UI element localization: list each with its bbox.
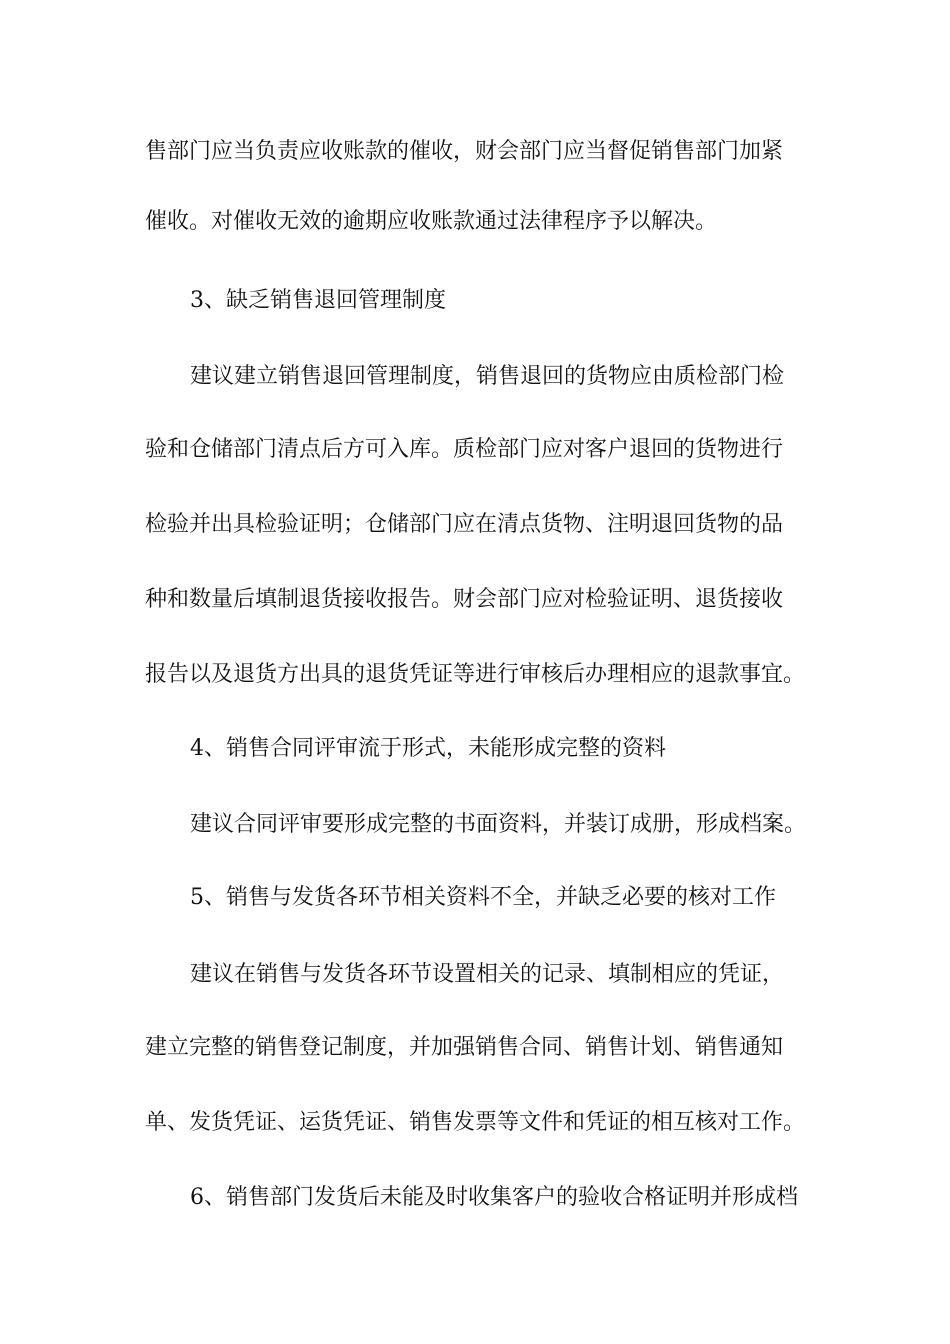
paragraph-line: 单、发货凭证、运货凭证、销售发票等文件和凭证的相互核对工作。 — [145, 1110, 806, 1135]
paragraph-line: 验和仓储部门清点后方可入库。质检部门应对客户退回的货物进行 — [145, 437, 784, 462]
paragraph-line: 建立完整的销售登记制度，并加强销售合同、销售计划、销售通知 — [145, 1035, 784, 1060]
paragraph-line: 建议在销售与发货各环节设置相关的记录、填制相应的凭证， — [190, 962, 785, 987]
paragraph-line: 建议建立销售退回管理制度，销售退回的货物应由质检部门检 — [190, 364, 785, 389]
paragraph-line: 报告以及退货方出具的退货凭证等进行审核后办理相应的退款事宜。 — [145, 662, 806, 687]
section-heading: 5、销售与发货各环节相关资料不全，并缺乏必要的核对工作 — [190, 885, 776, 910]
paragraph-line: 检验并出具检验证明；仓储部门应在清点货物、注明退回货物的品 — [145, 512, 784, 537]
section-heading: 3、缺乏销售退回管理制度 — [190, 288, 446, 313]
paragraph-line: 售部门应当负责应收账款的催收，财会部门应当督促销售部门加紧 — [145, 139, 784, 164]
paragraph-line: 种和数量后填制退货接收报告。财会部门应对检验证明、退货接收 — [145, 587, 784, 612]
paragraph-line: 催收。对催收无效的逾期应收账款通过法律程序予以解决。 — [145, 209, 718, 234]
section-heading: 4、销售合同评审流于形式，未能形成完整的资料 — [190, 736, 666, 761]
section-heading: 6、销售部门发货后未能及时收集客户的验收合格证明并形成档 — [190, 1185, 798, 1210]
paragraph-line: 建议合同评审要形成完整的书面资料，并装订成册，形成档案。 — [190, 812, 807, 837]
